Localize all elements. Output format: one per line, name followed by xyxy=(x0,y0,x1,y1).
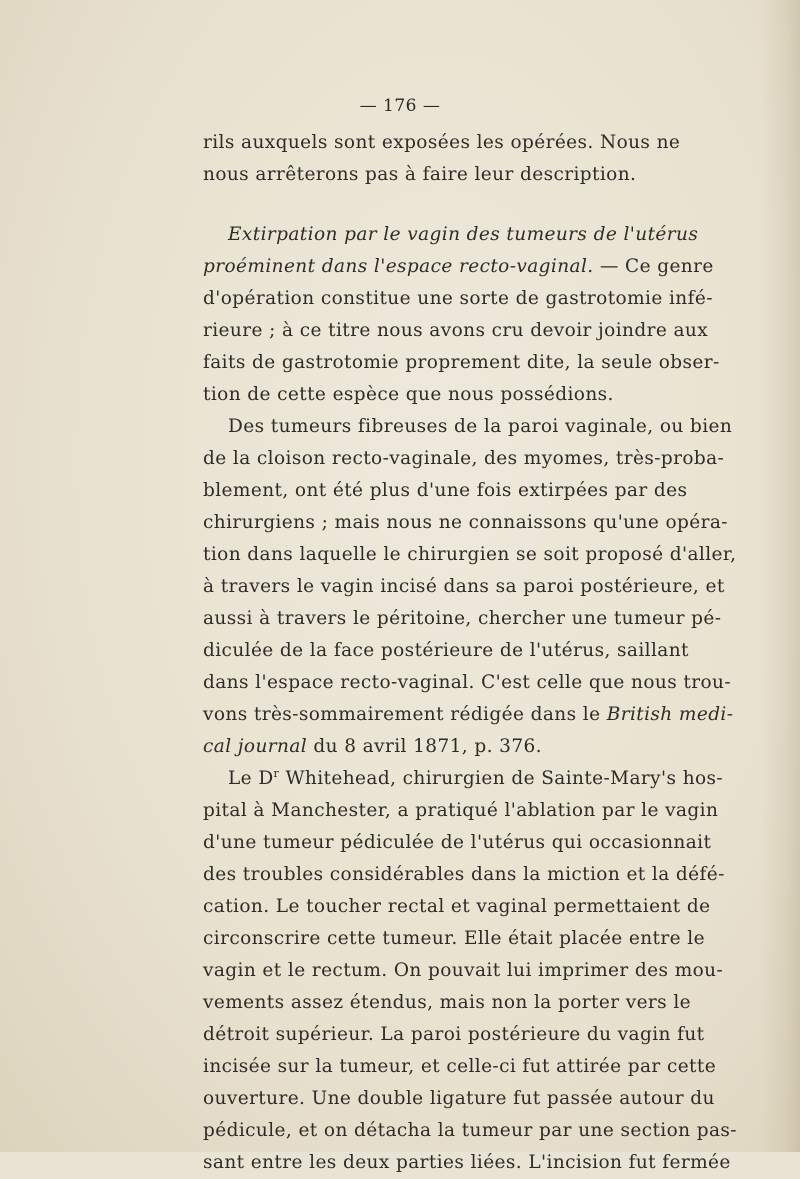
text-run: du 8 avril 1871, p. 376. xyxy=(307,736,542,757)
text-line xyxy=(203,763,724,795)
paragraph-gap xyxy=(203,191,668,219)
text-line: circonscrire cette tumeur. Elle était placée entre le xyxy=(203,928,705,949)
text-line: tion de cette espèce que nous possédions. xyxy=(203,384,614,405)
text-run: Le D xyxy=(228,768,274,789)
text-line: aussi à travers le péritoine, chercher une tumeur pé- xyxy=(203,608,722,629)
text-run: Whitehead, chirurgien de Sainte-Mary's hos- xyxy=(279,768,724,789)
text-line: pédicule, et on détacha la tumeur par une section pas- xyxy=(203,1120,737,1141)
text-line: incisée sur la tumeur, et celle-ci fut attirée par cette xyxy=(203,1056,717,1077)
journal-title-italic: British medi- xyxy=(606,704,734,725)
text-run: — Ce genre xyxy=(593,256,714,277)
text-line: d'opération constitue une sorte de gastrotomie infé- xyxy=(203,288,713,309)
text-line: à travers le vagin incisé dans sa paroi postérieure, et xyxy=(203,576,725,597)
text-line: chirurgiens ; mais nous ne connaissons qu'une opéra- xyxy=(203,512,728,533)
text-line: Des tumeurs fibreuses de la paroi vaginale, ou bien xyxy=(228,416,733,437)
page-edge-shadow xyxy=(760,0,800,1152)
text-line: sant entre les deux parties liées. L'incision fut fermée xyxy=(203,1152,731,1173)
text-line: ouverture. Une double ligature fut passée autour du xyxy=(203,1088,715,1109)
text-line: détroit supérieur. La paroi postérieure du vagin fut xyxy=(203,1024,705,1045)
text-line: de la cloison recto-vaginale, des myomes, très-proba- xyxy=(203,448,725,469)
text-line: blement, ont été plus d'une fois extirpées par des xyxy=(203,480,688,501)
text-line: diculée de la face postérieure de l'utérus, saillant xyxy=(203,640,689,661)
section-heading-italic: proéminent dans l'espace recto-vaginal. xyxy=(203,256,594,277)
text-line xyxy=(203,699,734,731)
text-line: dans l'espace recto-vaginal. C'est celle que nous trou- xyxy=(203,672,731,693)
text-line: nous arrêterons pas à faire leur description. xyxy=(203,164,637,185)
text-line: faits de gastrotomie proprement dite, la seule obser- xyxy=(203,352,720,373)
page-number: — 176 — xyxy=(359,96,441,116)
text-line: d'une tumeur pédiculée de l'utérus qui occasionnait xyxy=(203,832,712,853)
section-heading-line xyxy=(203,251,714,283)
text-line: pital à Manchester, a pratiqué l'ablation par le vagin xyxy=(203,800,719,821)
journal-title-italic: cal journal xyxy=(203,736,308,757)
text-line: tion dans laquelle le chirurgien se soit proposé d'aller, xyxy=(203,544,737,565)
text-line: rieure ; à ce titre nous avons cru devoir joindre aux xyxy=(203,320,709,341)
text-line: cation. Le toucher rectal et vaginal permettaient de xyxy=(203,896,711,917)
text-line: rils auxquels sont exposées les opérées. Nous ne xyxy=(203,132,681,153)
text-line: vagin et le rectum. On pouvait lui imprimer des mou- xyxy=(203,960,724,981)
text-run: vons très-sommairement rédigée dans le xyxy=(203,704,607,725)
section-heading-italic: Extirpation par le vagin des tumeurs de l'utérus xyxy=(228,224,699,245)
section-heading-line xyxy=(203,219,699,251)
text-line: vements assez étendus, mais non la porter vers le xyxy=(203,992,692,1013)
text-line xyxy=(203,731,668,763)
text-line: des troubles considérables dans la miction et la défé- xyxy=(203,864,725,885)
body-text xyxy=(203,127,737,1179)
superscript: r xyxy=(273,767,280,780)
